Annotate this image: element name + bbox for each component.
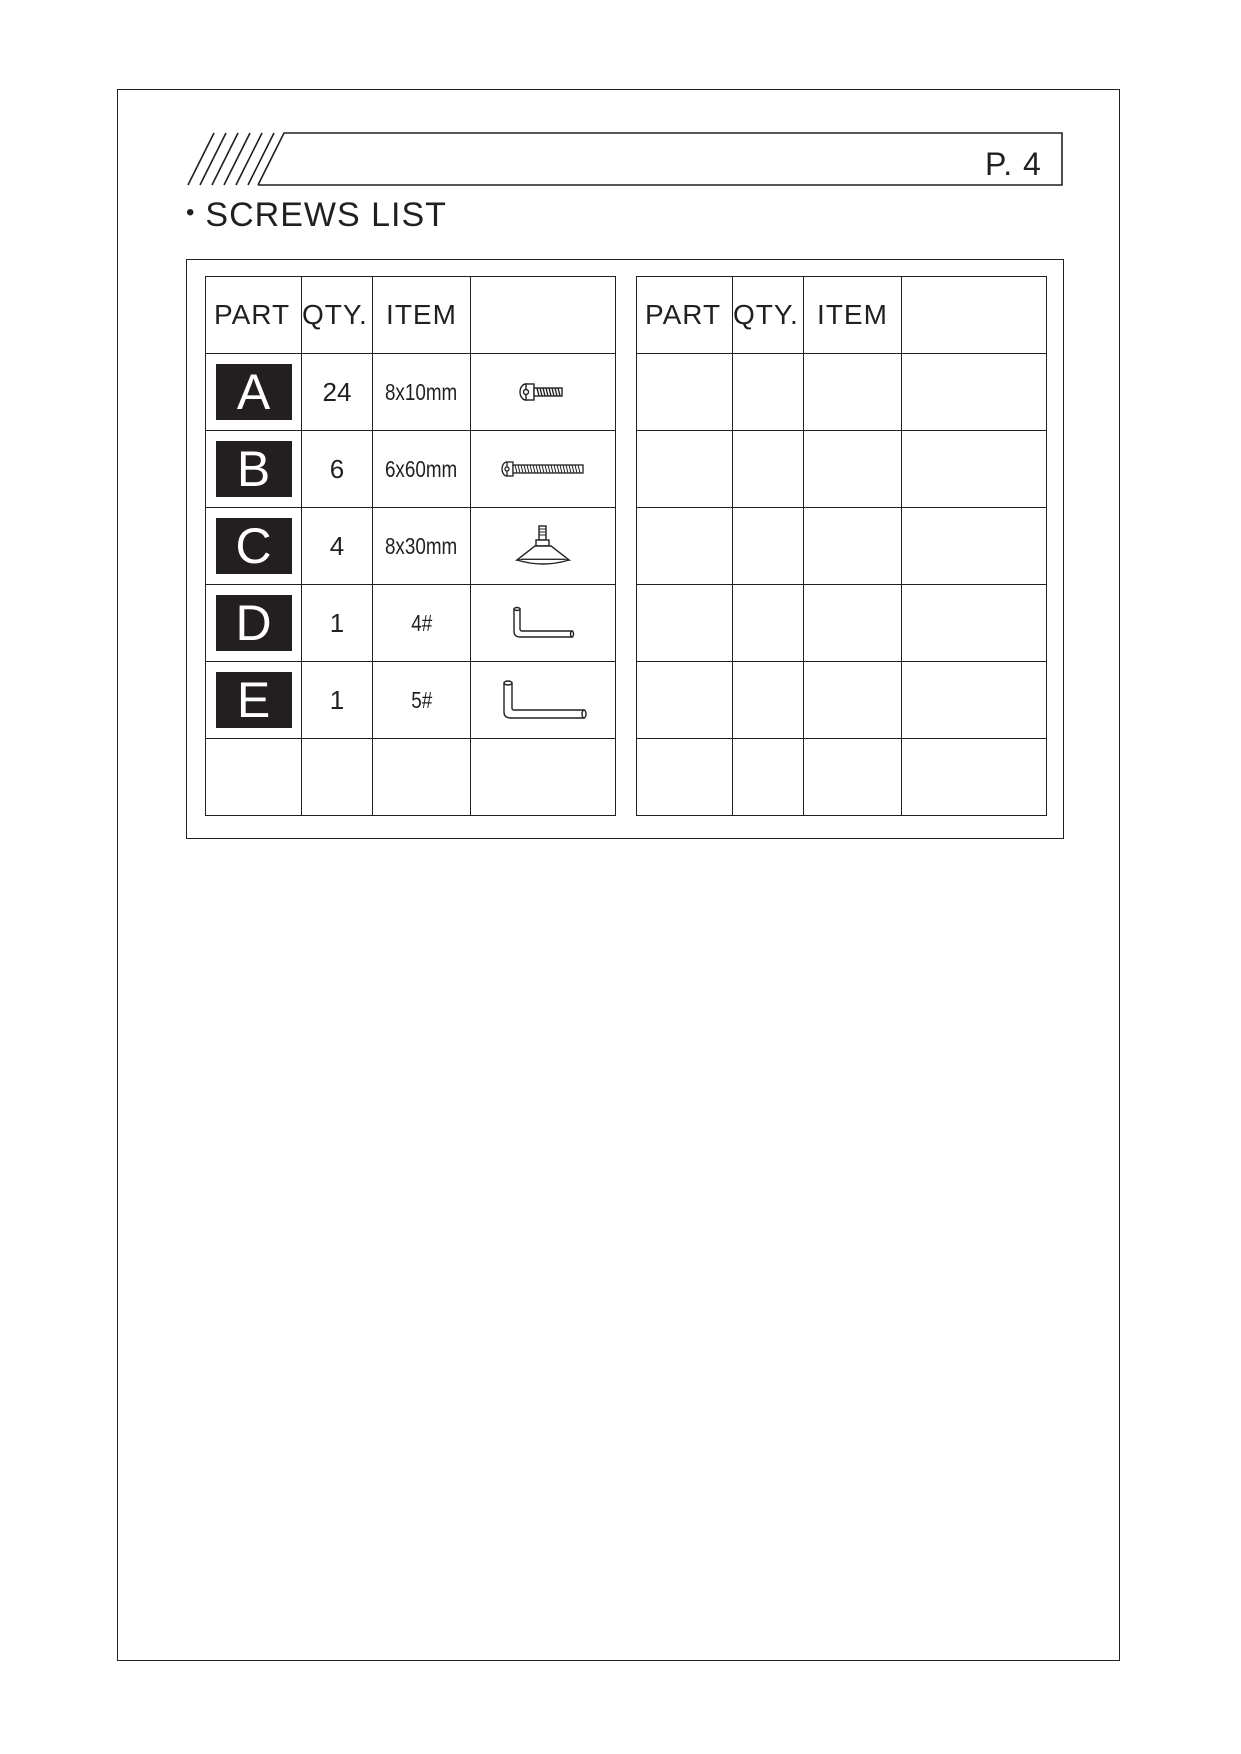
item-size: 8x30mm bbox=[385, 532, 458, 559]
empty-cell bbox=[902, 662, 1047, 739]
page-number: P. 4 bbox=[985, 146, 1042, 182]
item-size: 8x10mm bbox=[385, 378, 458, 405]
empty-cell bbox=[902, 431, 1047, 508]
empty-cell bbox=[637, 508, 733, 585]
bolt-long-icon bbox=[471, 431, 616, 508]
empty-cell bbox=[373, 739, 471, 816]
allen-key-large-icon bbox=[471, 662, 616, 739]
item-cell bbox=[373, 431, 471, 508]
header-part: PART bbox=[206, 277, 302, 354]
qty-cell bbox=[302, 662, 373, 739]
item-cell bbox=[373, 354, 471, 431]
header-image-cell bbox=[471, 277, 616, 354]
table-row bbox=[206, 739, 616, 816]
table-row bbox=[637, 508, 1047, 585]
empty-cell bbox=[733, 431, 804, 508]
part-badge: E bbox=[216, 672, 292, 728]
table-row bbox=[637, 585, 1047, 662]
table-row bbox=[637, 739, 1047, 816]
part-cell bbox=[206, 431, 302, 508]
empty-cell bbox=[804, 585, 902, 662]
empty-cell bbox=[902, 508, 1047, 585]
table-row bbox=[206, 508, 616, 585]
part-badge: D bbox=[216, 595, 292, 651]
table-row bbox=[206, 431, 616, 508]
header-image-cell bbox=[902, 277, 1047, 354]
item-size: 4# bbox=[411, 609, 432, 636]
qty-value: 24 bbox=[322, 376, 352, 407]
empty-cell bbox=[733, 585, 804, 662]
table-header-row bbox=[206, 277, 616, 354]
qty-cell bbox=[302, 585, 373, 662]
item-cell bbox=[373, 585, 471, 662]
item-cell bbox=[373, 662, 471, 739]
empty-cell bbox=[637, 662, 733, 739]
table-row bbox=[206, 662, 616, 739]
header-part: PART bbox=[637, 277, 733, 354]
part-cell bbox=[206, 354, 302, 431]
qty-value: 1 bbox=[329, 684, 345, 715]
empty-cell bbox=[902, 739, 1047, 816]
header-qty: QTY. bbox=[302, 277, 373, 354]
qty-cell bbox=[302, 431, 373, 508]
empty-cell bbox=[902, 585, 1047, 662]
empty-cell bbox=[637, 431, 733, 508]
screws-table-right bbox=[636, 276, 1047, 816]
qty-value: 6 bbox=[329, 453, 345, 484]
item-size: 6x60mm bbox=[385, 455, 458, 482]
empty-cell bbox=[733, 662, 804, 739]
empty-cell bbox=[804, 508, 902, 585]
part-badge: B bbox=[216, 441, 292, 497]
leveling-foot-icon bbox=[471, 508, 616, 585]
header-item: ITEM bbox=[804, 277, 902, 354]
table-row bbox=[206, 585, 616, 662]
empty-cell bbox=[804, 739, 902, 816]
table-row bbox=[206, 354, 616, 431]
qty-value: 1 bbox=[329, 607, 345, 638]
screws-table-left bbox=[205, 276, 616, 816]
part-cell bbox=[206, 662, 302, 739]
table-header-row bbox=[637, 277, 1047, 354]
empty-cell bbox=[733, 739, 804, 816]
section-title bbox=[186, 196, 447, 235]
qty-value: 4 bbox=[329, 530, 345, 561]
header-qty: QTY. bbox=[733, 277, 804, 354]
empty-cell bbox=[733, 508, 804, 585]
table-row bbox=[637, 431, 1047, 508]
empty-cell bbox=[804, 354, 902, 431]
header-banner bbox=[186, 131, 1066, 187]
table-row bbox=[637, 662, 1047, 739]
part-badge: C bbox=[216, 518, 292, 574]
empty-cell bbox=[206, 739, 302, 816]
empty-cell bbox=[804, 662, 902, 739]
qty-cell bbox=[302, 354, 373, 431]
table-row bbox=[637, 354, 1047, 431]
empty-cell bbox=[637, 585, 733, 662]
empty-cell bbox=[733, 354, 804, 431]
empty-cell bbox=[637, 739, 733, 816]
part-cell bbox=[206, 508, 302, 585]
empty-cell bbox=[302, 739, 373, 816]
empty-cell bbox=[902, 354, 1047, 431]
empty-cell bbox=[804, 431, 902, 508]
section-title-text: SCREWS LIST bbox=[205, 196, 447, 234]
empty-cell bbox=[471, 739, 616, 816]
part-cell bbox=[206, 585, 302, 662]
allen-key-small-icon bbox=[471, 585, 616, 662]
bolt-short-icon bbox=[471, 354, 616, 431]
empty-cell bbox=[637, 354, 733, 431]
qty-cell bbox=[302, 508, 373, 585]
bullet: • bbox=[186, 199, 196, 226]
item-cell bbox=[373, 508, 471, 585]
part-badge: A bbox=[216, 364, 292, 420]
item-size: 5# bbox=[411, 686, 432, 713]
header-item: ITEM bbox=[373, 277, 471, 354]
